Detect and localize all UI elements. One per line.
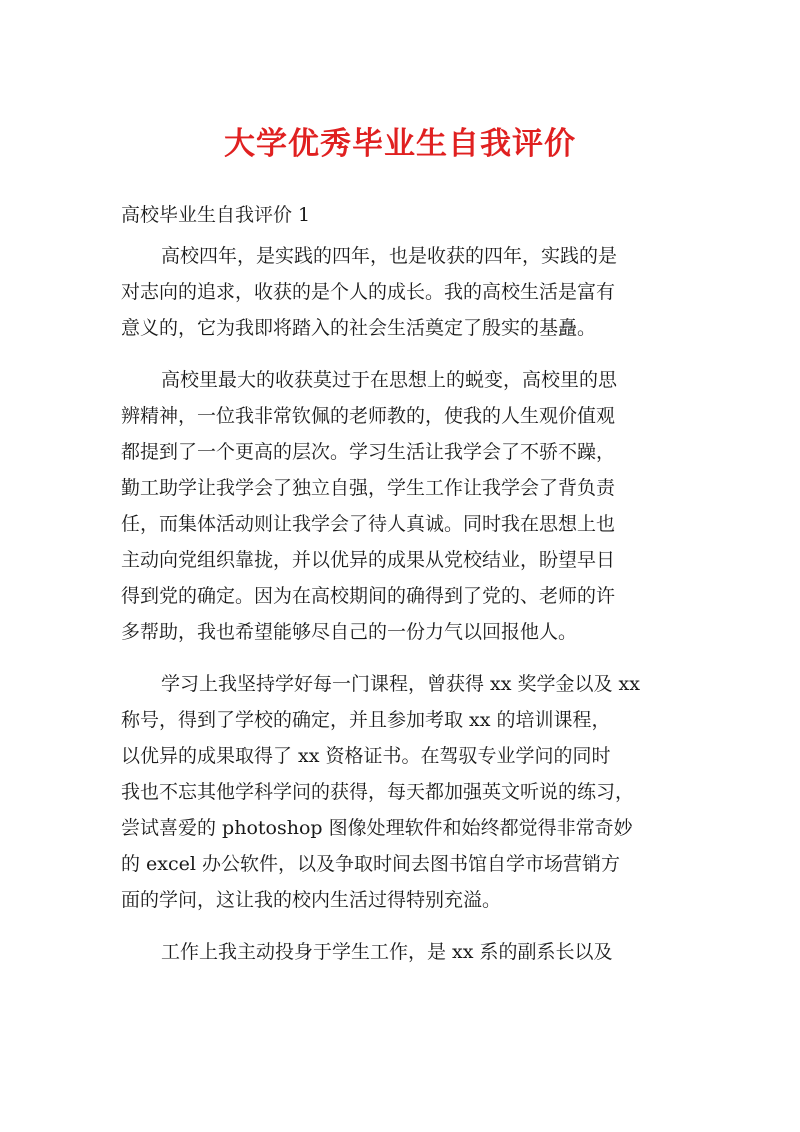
- paragraph-line: 我也不忘其他学科学问的获得，每天都加强英文听说的练习，: [121, 781, 635, 803]
- paragraph-line: 称号，得到了学校的确定，并且参加考取 xx 的培训课程，: [121, 709, 611, 731]
- paragraph-line: 高校里最大的收获莫过于在思想上的蜕变，高校里的思: [161, 369, 618, 391]
- paragraph-line: 勤工助学让我学会了独立自强，学生工作让我学会了背负责: [121, 477, 616, 499]
- paragraph: [121, 238, 682, 346]
- paragraph-line: 主动向党组织靠拢，并以优异的成果从党校结业，盼望早日: [121, 549, 616, 571]
- paragraph-line: 面的学问，这让我的校内生活过得特别充溢。: [121, 889, 502, 911]
- paragraph-line: 辨精神，一位我非常钦佩的老师教的，使我的人生观价值观: [121, 405, 616, 427]
- paragraph-line: 工作上我主动投身于学生工作，是 xx 系的副系长以及: [161, 941, 613, 963]
- paragraph-line: 对志向的追求，收获的是个人的成长。我的高校生活是富有: [121, 281, 616, 303]
- paragraph-line: 都提到了一个更高的层次。学习生活让我学会了不骄不躁，: [121, 441, 616, 463]
- document-subtitle: 高校毕业生自我评价 1: [121, 204, 311, 226]
- paragraph-line: 意义的，它为我即将踏入的社会生活奠定了殷实的基矗。: [121, 317, 597, 339]
- paragraph-line: 高校四年，是实践的四年，也是收获的四年，实践的是: [161, 245, 618, 267]
- document-title: 大学优秀毕业生自我评价: [224, 126, 576, 162]
- paragraph-line: 多帮助，我也希望能够尽自己的一份力气以回报他人。: [121, 621, 578, 643]
- paragraph-line: 的 excel 办公软件，以及争取时间去图书馆自学市场营销方: [121, 853, 621, 875]
- document-body: [121, 238, 682, 986]
- paragraph: [121, 362, 682, 650]
- paragraph-line: 得到党的确定。因为在高校期间的确得到了党的、老师的许: [121, 585, 616, 607]
- paragraph-line: 尝试喜爱的 photoshop 图像处理软件和始终都觉得非常奇妙: [121, 817, 633, 839]
- paragraph-line: 学习上我坚持学好每一门课程，曾获得 xx 奖学金以及 xx: [161, 673, 640, 695]
- paragraph-line: 任，而集体活动则让我学会了待人真诚。同时我在思想上也: [121, 513, 616, 535]
- paragraph-line: 以优异的成果取得了 xx 资格证书。在驾驭专业学问的同时: [121, 745, 611, 767]
- paragraph: [121, 934, 682, 970]
- paragraph: [121, 666, 682, 918]
